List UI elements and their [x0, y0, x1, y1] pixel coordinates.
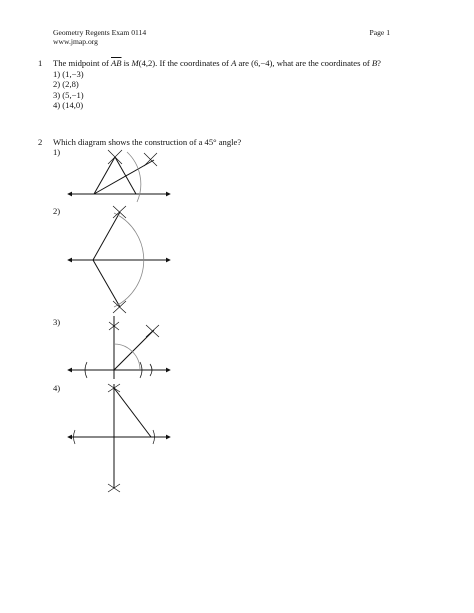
choice-3[interactable]: 3) (5,−1) [53, 89, 84, 100]
bisector-ray [114, 330, 154, 370]
diagram-1 [68, 150, 170, 202]
choice-4[interactable]: 4) (14,0) [53, 100, 84, 110]
arc-cross-mark [113, 301, 126, 313]
diagram-label-1[interactable]: 1) [53, 147, 61, 157]
question-number: 2 [38, 137, 43, 147]
choice-2[interactable]: 2) (2,8) [53, 79, 79, 89]
diagram-label-3[interactable]: 3) [53, 317, 61, 327]
question-number: 1 [38, 58, 43, 68]
exam-title: Geometry Regents Exam 0114 [53, 28, 147, 37]
diagram-2 [68, 206, 170, 313]
triangle-side [115, 157, 136, 194]
question-text: Which diagram shows the construction of a 45° angle? [53, 137, 242, 147]
diagram-3 [68, 316, 170, 379]
source-url: www.jmap.org [53, 37, 98, 46]
page-number: Page 1 [369, 28, 390, 37]
arc-cross-mark [144, 153, 157, 166]
choice-1[interactable]: 1) (1,−3) [53, 68, 84, 79]
diagram-label-2[interactable]: 2) [53, 206, 61, 216]
hypotenuse [114, 388, 151, 437]
segment-ab: $\overline{AB}$ [111, 58, 122, 68]
diagram-label-4[interactable]: 4) [53, 383, 61, 393]
diagram-4 [68, 384, 170, 492]
arc-cross-mark [108, 150, 122, 164]
arc-cross-mark [146, 325, 159, 337]
question-text: The midpoint of $\overline{AB}$ is M(4,2). If the coordinates of A are (6,−4), what are the coordinates of B? 1) (1,−3) 2) (2,8) 3) (5,−1) 4) (14,0) [53, 58, 403, 111]
angle-ray [93, 260, 120, 307]
angle-ray [93, 212, 120, 260]
